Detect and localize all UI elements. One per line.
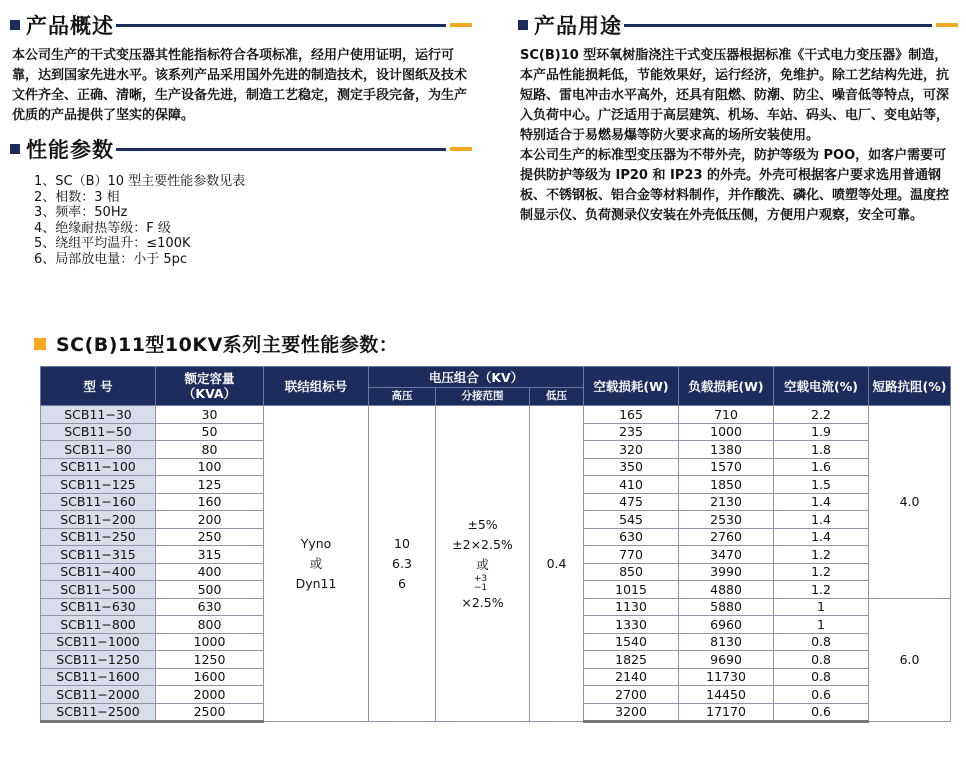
model-cell: SCB11−2000 [41, 686, 156, 704]
lv-cell: 0.4 [530, 406, 584, 722]
left-column [10, 8, 472, 267]
no-load-current-cell: 1.9 [774, 423, 869, 441]
capacity-cell: 1250 [156, 651, 264, 669]
no-load-loss-cell: 850 [584, 563, 679, 581]
no-load-loss-cell: 235 [584, 423, 679, 441]
tap-sup: +3 [473, 573, 488, 584]
square-bullet-icon [10, 144, 20, 154]
no-load-current-cell: 0.6 [774, 686, 869, 704]
hv-value: 6 [398, 575, 406, 591]
header-load-loss: 负载损耗(W) [679, 367, 774, 406]
no-load-loss-cell: 1330 [584, 616, 679, 634]
capacity-cell: 100 [156, 458, 264, 476]
capacity-cell: 160 [156, 493, 264, 511]
model-cell: SCB11−160 [41, 493, 156, 511]
performance-list [34, 174, 472, 267]
model-cell: SCB11−50 [41, 423, 156, 441]
capacity-cell: 2500 [156, 703, 264, 722]
capacity-cell: 500 [156, 581, 264, 599]
no-load-current-cell: 2.2 [774, 406, 869, 424]
model-cell: SCB11−630 [41, 598, 156, 616]
model-cell: SCB11−2500 [41, 703, 156, 722]
model-cell: SCB11−1250 [41, 651, 156, 669]
model-cell: SCB11−1600 [41, 668, 156, 686]
capacity-cell: 800 [156, 616, 264, 634]
table-row [41, 406, 951, 424]
overview-title: 产品概述 [26, 14, 114, 38]
capacity-cell: 80 [156, 441, 264, 459]
no-load-current-cell: 0.6 [774, 703, 869, 722]
right-column [518, 8, 958, 226]
capacity-cell: 630 [156, 598, 264, 616]
overview-text: 本公司生产的干式变压器其性能指标符合各项标准，经用户使用证明，运行可靠，达到国家先进水平。该系列产品采用国外先进的制造技术，设计图纸及技术文件齐全、正确、清晰，生产设备先进，制造工艺稳定，测定手段完备，为生产优质的产品提供了坚实的保障。 [12, 48, 468, 123]
no-load-loss-cell: 2700 [584, 686, 679, 704]
list-item: 3、频率：50Hz [34, 205, 128, 220]
impedance-cell: 6.0 [869, 598, 951, 722]
no-load-loss-cell: 475 [584, 493, 679, 511]
no-load-current-cell: 1.4 [774, 493, 869, 511]
tap-last: ×2.5% [461, 594, 504, 610]
load-loss-cell: 3990 [679, 563, 774, 581]
connection-line: 或 [309, 555, 323, 571]
no-load-current-cell: 1.2 [774, 581, 869, 599]
capacity-cell: 200 [156, 511, 264, 529]
no-load-current-cell: 1 [774, 616, 869, 634]
header-capacity [156, 367, 264, 406]
header-no-load-current: 空载电流(%) [774, 367, 869, 406]
model-cell: SCB11−1000 [41, 633, 156, 651]
capacity-cell: 400 [156, 563, 264, 581]
load-loss-cell: 1850 [679, 476, 774, 494]
capacity-cell: 2000 [156, 686, 264, 704]
hv-cell [369, 406, 436, 722]
model-cell: SCB11−250 [41, 528, 156, 546]
load-loss-cell: 17170 [679, 703, 774, 722]
no-load-loss-cell: 630 [584, 528, 679, 546]
header-model: 型 号 [41, 367, 156, 406]
performance-title: 性能参数 [26, 138, 114, 162]
square-bullet-icon [518, 20, 528, 30]
no-load-loss-cell: 1015 [584, 581, 679, 599]
tap-line [436, 575, 529, 613]
no-load-current-cell: 1.6 [774, 458, 869, 476]
impedance-cell: 4.0 [869, 406, 951, 599]
list-item: 4、绝缘耐热等级：F 级 [34, 220, 171, 236]
capacity-cell: 315 [156, 546, 264, 564]
heading-accent [450, 23, 472, 27]
no-load-loss-cell: 770 [584, 546, 679, 564]
model-cell: SCB11−100 [41, 458, 156, 476]
table-heading [34, 330, 398, 357]
no-load-current-cell: 0.8 [774, 668, 869, 686]
load-loss-cell: 3470 [679, 546, 774, 564]
capacity-cell: 1600 [156, 668, 264, 686]
no-load-loss-cell: 3200 [584, 703, 679, 722]
capacity-cell: 50 [156, 423, 264, 441]
load-loss-cell: 2760 [679, 528, 774, 546]
header-hv: 高压 [369, 388, 436, 406]
load-loss-cell: 6960 [679, 616, 774, 634]
no-load-current-cell: 0.8 [774, 651, 869, 669]
hv-value: 6.3 [392, 555, 412, 571]
capacity-cell: 30 [156, 406, 264, 424]
load-loss-cell: 1380 [679, 441, 774, 459]
model-cell: SCB11−30 [41, 406, 156, 424]
usage-heading [518, 8, 958, 42]
no-load-current-cell: 1.5 [774, 476, 869, 494]
header-impedance: 短路抗阻(%) [869, 367, 951, 406]
list-item: 5、绕组平均温升：≤100K [34, 236, 191, 251]
usage-paragraph-1: SC(B)10 型环氧树脂浇注干式变压器根据标准《干式电力变压器》制造，本产品性能损耗低，节能效果好，运行经济，免维护。除工艺结构先进，抗短路、雷电冲击水平高外，还具有阻燃、防潮、防尘、噪音低等特点，可深入负荷中心。广泛适用于高层建筑、机场、车站、码头、电厂、变电站等，特别适合于易燃易爆等防火要求高的场所安装使用。 [520, 48, 950, 143]
tap-line: 或 [476, 556, 489, 572]
no-load-current-cell: 1.2 [774, 546, 869, 564]
header-lv: 低压 [530, 388, 584, 406]
overview-heading [10, 8, 472, 42]
no-load-current-cell: 1.8 [774, 441, 869, 459]
performance-heading [10, 132, 472, 166]
load-loss-cell: 5880 [679, 598, 774, 616]
heading-rule [116, 24, 446, 27]
no-load-loss-cell: 1825 [584, 651, 679, 669]
no-load-loss-cell: 1130 [584, 598, 679, 616]
tap-superscript-subscript [436, 575, 525, 593]
no-load-loss-cell: 350 [584, 458, 679, 476]
load-loss-cell: 11730 [679, 668, 774, 686]
square-bullet-icon [10, 20, 20, 30]
no-load-loss-cell: 320 [584, 441, 679, 459]
no-load-loss-cell: 1540 [584, 633, 679, 651]
hv-value: 10 [394, 535, 410, 551]
load-loss-cell: 710 [679, 406, 774, 424]
usage-paragraph-2: 本公司生产的标准型变压器为不带外壳，防护等级为 POO，如客户需要可提供防护等级为 IP20 和 IP23 的外壳。外壳可根据客户要求选用普通钢板、不锈钢板、铝合金等材料制作，并作酸洗、磷化、喷塑等处理。温度控制显示仪、负荷测录仪安装在外壳低压侧，方便用户观察，安全可靠。 [520, 148, 950, 223]
no-load-current-cell: 1.4 [774, 528, 869, 546]
heading-accent [936, 23, 958, 27]
header-tap: 分接范围 [436, 388, 530, 406]
header-connection: 联结组标号 [264, 367, 369, 406]
header-capacity-unit: （KVA） [182, 386, 237, 401]
load-loss-cell: 1570 [679, 458, 774, 476]
model-cell: SCB11−200 [41, 511, 156, 529]
capacity-cell: 1000 [156, 633, 264, 651]
load-loss-cell: 9690 [679, 651, 774, 669]
model-cell: SCB11−80 [41, 441, 156, 459]
load-loss-cell: 1000 [679, 423, 774, 441]
load-loss-cell: 8130 [679, 633, 774, 651]
model-cell: SCB11−500 [41, 581, 156, 599]
connection-cell [264, 406, 369, 722]
list-item: 2、相数：3 相 [34, 189, 120, 205]
table-title: SC(B)11型10KV系列主要性能参数： [56, 334, 399, 356]
connection-line: Dyn11 [295, 575, 337, 591]
tap-sub: −1 [473, 582, 488, 593]
model-cell: SCB11−800 [41, 616, 156, 634]
capacity-cell: 250 [156, 528, 264, 546]
no-load-loss-cell: 410 [584, 476, 679, 494]
no-load-current-cell: 1.4 [774, 511, 869, 529]
heading-rule [116, 148, 446, 151]
tap-line: ±5% [467, 516, 498, 532]
capacity-cell: 125 [156, 476, 264, 494]
no-load-loss-cell: 545 [584, 511, 679, 529]
no-load-current-cell: 1.2 [774, 563, 869, 581]
no-load-loss-cell: 2140 [584, 668, 679, 686]
model-cell: SCB11−125 [41, 476, 156, 494]
tap-line: ±2×2.5% [452, 536, 513, 552]
tap-range-cell [436, 406, 530, 722]
heading-accent [450, 147, 472, 151]
list-item: 1、SC（B）10 型主要性能参数见表 [34, 174, 246, 189]
load-loss-cell: 2130 [679, 493, 774, 511]
no-load-current-cell: 0.8 [774, 633, 869, 651]
header-no-load-loss: 空载损耗(W) [584, 367, 679, 406]
heading-rule [624, 24, 932, 27]
performance-table [40, 366, 951, 723]
connection-line: Yyno [300, 535, 332, 551]
no-load-current-cell: 1 [774, 598, 869, 616]
table-body [41, 406, 951, 722]
usage-title: 产品用途 [534, 14, 622, 38]
load-loss-cell: 4880 [679, 581, 774, 599]
square-bullet-icon [34, 338, 46, 350]
load-loss-cell: 14450 [679, 686, 774, 704]
no-load-loss-cell: 165 [584, 406, 679, 424]
list-item: 6、局部放电量：小于 5pc [34, 251, 188, 267]
header-voltage: 电压组合（KV） [369, 367, 584, 388]
header-capacity-label: 额定容量 [184, 371, 235, 386]
model-cell: SCB11−400 [41, 563, 156, 581]
load-loss-cell: 2530 [679, 511, 774, 529]
model-cell: SCB11−315 [41, 546, 156, 564]
